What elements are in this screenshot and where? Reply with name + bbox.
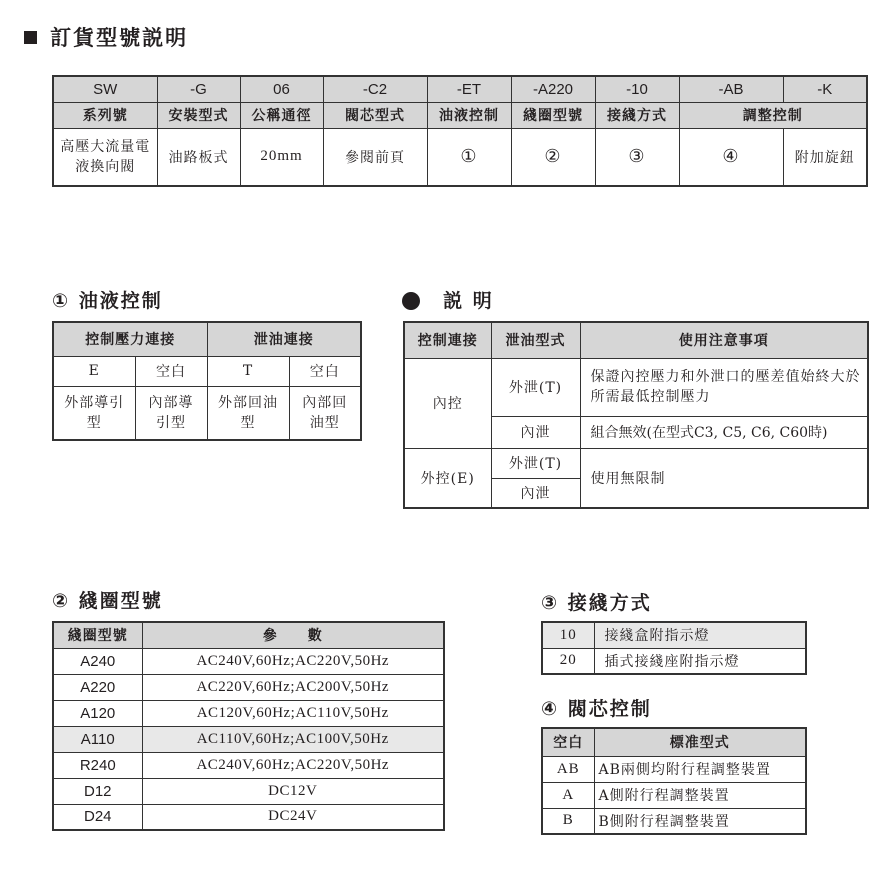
table-row bbox=[542, 648, 806, 674]
desc-cell: 內部回油型 bbox=[289, 386, 361, 440]
header-cell: 標准型式 bbox=[594, 728, 806, 756]
oil-control-header-row bbox=[53, 322, 361, 356]
table-row bbox=[53, 648, 444, 674]
oil-control-desc-row bbox=[53, 386, 361, 440]
code-cell: -K bbox=[783, 76, 867, 102]
value-cell: ② bbox=[511, 128, 595, 186]
table-row bbox=[53, 778, 444, 804]
code-cell: A bbox=[542, 782, 594, 808]
spool-header-row bbox=[542, 728, 806, 756]
param-cell: DC12V bbox=[142, 778, 444, 804]
code-cell: SW bbox=[53, 76, 157, 102]
value-cell: 油路板式 bbox=[157, 128, 240, 186]
value-cell: 高壓大流量電液換向閥 bbox=[53, 128, 157, 186]
param-cell: AC110V,60Hz;AC100V,50Hz bbox=[142, 726, 444, 752]
header-cell: 使用注意事項 bbox=[580, 322, 868, 358]
desc-cell: AB兩側均附行程調整裝置 bbox=[594, 756, 806, 782]
label-cell: 接綫方式 bbox=[595, 102, 679, 128]
note-cell: 保證內控壓力和外泄口的壓差值始終大於所需最低控制壓力 bbox=[580, 358, 868, 416]
page-header bbox=[24, 22, 188, 52]
value-cell: 參閱前頁 bbox=[323, 128, 427, 186]
value-cell: ① bbox=[427, 128, 511, 186]
table-row bbox=[53, 674, 444, 700]
order-code-row bbox=[53, 76, 867, 102]
page-title: 訂貨型號説明 bbox=[50, 26, 189, 50]
value-cell: 20mm bbox=[240, 128, 323, 186]
coil-heading: ② 綫圈型號 bbox=[52, 590, 163, 612]
param-cell: AC240V,60Hz;AC220V,50Hz bbox=[142, 752, 444, 778]
param-cell: DC24V bbox=[142, 804, 444, 830]
model-cell: A220 bbox=[53, 674, 142, 700]
table-row bbox=[53, 726, 444, 752]
header-cell: 控制連接 bbox=[404, 322, 491, 358]
drain-cell: 內泄 bbox=[491, 478, 580, 508]
spool-heading: ④ 閥芯控制 bbox=[541, 698, 652, 720]
desc-cell: A側附行程調整裝置 bbox=[594, 782, 806, 808]
header-cell: 泄油連接 bbox=[207, 322, 361, 356]
code-cell: AB bbox=[542, 756, 594, 782]
order-label-row bbox=[53, 102, 867, 128]
order-code-table bbox=[52, 75, 868, 187]
spool-table bbox=[541, 727, 807, 835]
label-cell: 安裝型式 bbox=[157, 102, 240, 128]
desc-cell: 內部導引型 bbox=[135, 386, 207, 440]
code-cell: 空白 bbox=[289, 356, 361, 386]
header-cell: 泄油型式 bbox=[491, 322, 580, 358]
code-cell: -AB bbox=[679, 76, 783, 102]
param-cell: AC240V,60Hz;AC220V,50Hz bbox=[142, 648, 444, 674]
note-cell: 組合無效(在型式C3, C5, C6, C60時) bbox=[580, 416, 868, 448]
square-bullet-icon bbox=[24, 31, 37, 44]
wiring-heading: ③ 接綫方式 bbox=[541, 592, 652, 614]
circle-bullet-icon bbox=[402, 292, 420, 310]
label-cell: 調整控制 bbox=[679, 102, 867, 128]
model-cell: A110 bbox=[53, 726, 142, 752]
explanation-header-row bbox=[404, 322, 868, 358]
desc-cell: 插式接綫座附指示燈 bbox=[594, 648, 806, 674]
value-cell: 附加旋鈕 bbox=[783, 128, 867, 186]
code-cell: 06 bbox=[240, 76, 323, 102]
oil-control-table bbox=[52, 321, 362, 441]
label-cell: 公稱通徑 bbox=[240, 102, 323, 128]
explanation-header bbox=[402, 286, 494, 313]
code-cell: 20 bbox=[542, 648, 594, 674]
explanation-table bbox=[403, 321, 869, 509]
coil-header-row bbox=[53, 622, 444, 648]
explanation-row bbox=[404, 358, 868, 416]
code-cell: E bbox=[53, 356, 135, 386]
model-cell: D12 bbox=[53, 778, 142, 804]
table-row bbox=[542, 782, 806, 808]
explanation-row bbox=[404, 448, 868, 478]
label-cell: 綫圈型號 bbox=[511, 102, 595, 128]
oil-control-heading: ① 油液控制 bbox=[52, 290, 163, 312]
code-cell: 空白 bbox=[135, 356, 207, 386]
table-row bbox=[542, 808, 806, 834]
drain-cell: 內泄 bbox=[491, 416, 580, 448]
value-cell: ③ bbox=[595, 128, 679, 186]
model-cell: A120 bbox=[53, 700, 142, 726]
label-cell: 系列號 bbox=[53, 102, 157, 128]
desc-cell: B側附行程調整裝置 bbox=[594, 808, 806, 834]
model-cell: D24 bbox=[53, 804, 142, 830]
code-cell: T bbox=[207, 356, 289, 386]
desc-cell: 接綫盒附指示燈 bbox=[594, 622, 806, 648]
code-cell: -10 bbox=[595, 76, 679, 102]
header-cell: 參 數 bbox=[142, 622, 444, 648]
table-row bbox=[542, 622, 806, 648]
code-cell: 10 bbox=[542, 622, 594, 648]
code-cell: -A220 bbox=[511, 76, 595, 102]
code-cell: -C2 bbox=[323, 76, 427, 102]
code-cell: B bbox=[542, 808, 594, 834]
model-cell: A240 bbox=[53, 648, 142, 674]
oil-control-code-row bbox=[53, 356, 361, 386]
drain-cell: 外泄(T) bbox=[491, 448, 580, 478]
label-cell: 閥芯型式 bbox=[323, 102, 427, 128]
desc-cell: 外部回油型 bbox=[207, 386, 289, 440]
control-cell: 內控 bbox=[404, 358, 491, 448]
coil-table bbox=[52, 621, 445, 831]
code-cell: -G bbox=[157, 76, 240, 102]
label-cell: 油液控制 bbox=[427, 102, 511, 128]
header-cell: 綫圈型號 bbox=[53, 622, 142, 648]
order-value-row bbox=[53, 128, 867, 186]
param-cell: AC120V,60Hz;AC110V,50Hz bbox=[142, 700, 444, 726]
header-cell: 空白 bbox=[542, 728, 594, 756]
param-cell: AC220V,60Hz;AC200V,50Hz bbox=[142, 674, 444, 700]
code-cell: -ET bbox=[427, 76, 511, 102]
control-cell: 外控(E) bbox=[404, 448, 491, 508]
model-cell: R240 bbox=[53, 752, 142, 778]
table-row bbox=[53, 752, 444, 778]
drain-cell: 外泄(T) bbox=[491, 358, 580, 416]
table-row bbox=[53, 700, 444, 726]
header-cell: 控制壓力連接 bbox=[53, 322, 207, 356]
table-row bbox=[542, 756, 806, 782]
table-row bbox=[53, 804, 444, 830]
desc-cell: 外部導引型 bbox=[53, 386, 135, 440]
explanation-heading: 説 明 bbox=[443, 290, 494, 312]
wiring-table bbox=[541, 621, 807, 675]
note-cell: 使用無限制 bbox=[580, 448, 868, 508]
value-cell: ④ bbox=[679, 128, 783, 186]
